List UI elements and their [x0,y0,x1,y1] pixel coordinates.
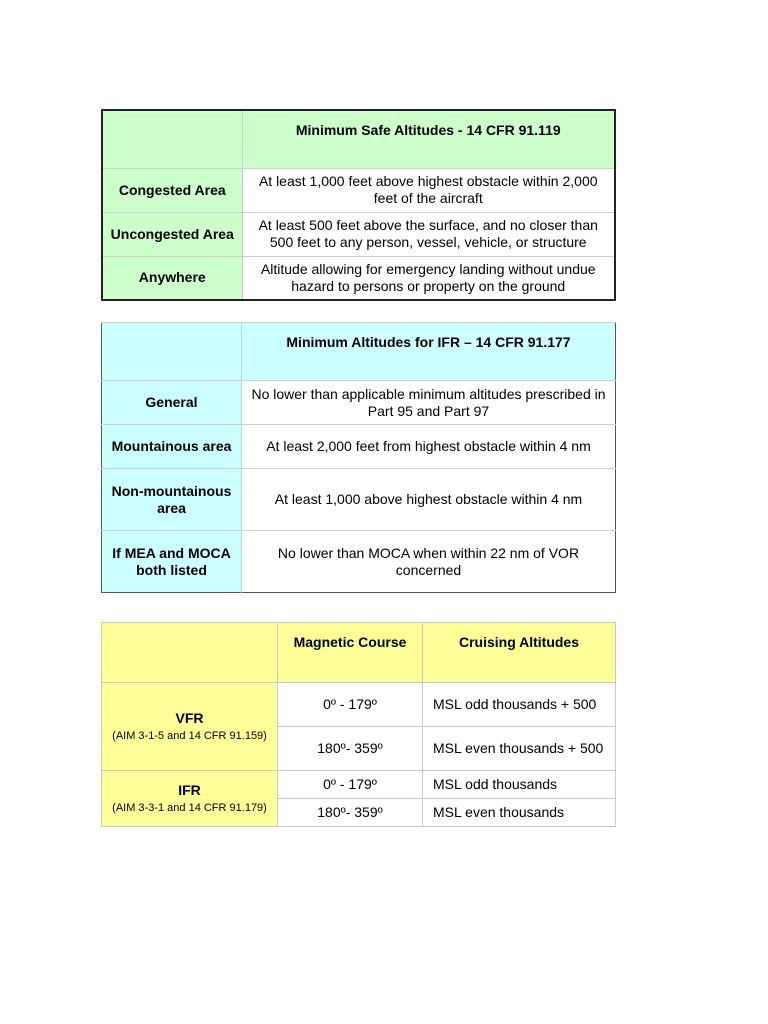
table-row [102,683,616,727]
header-empty-cell [102,623,278,683]
row-label: Mountainous area [102,425,242,469]
ifr-group-cell [102,771,278,827]
altitude-cell: MSL even thousands + 500 [423,727,616,771]
course-cell: 180º- 359º [278,799,423,827]
table-row [102,168,615,212]
row-label: General [102,381,242,425]
row-text: At least 500 feet above the surface, and no closer than 500 feet to any person, vessel, vehicle, or structure [242,212,615,256]
header-empty-cell [102,110,242,168]
minimum-ifr-altitudes-table [101,322,616,593]
group-name: VFR [175,710,204,726]
table-row [102,425,616,469]
course-cell: 0º - 179º [278,683,423,727]
table-title: Minimum Altitudes for IFR – 14 CFR 91.177 [242,323,616,381]
row-text: At least 1,000 above highest obstacle within 4 nm [242,469,616,531]
course-cell: 180º- 359º [278,727,423,771]
group-name: IFR [178,782,201,798]
cruising-altitudes-table [101,622,616,827]
altitude-cell: MSL odd thousands [423,771,616,799]
table-row [102,469,616,531]
row-text: No lower than MOCA when within 22 nm of VOR concerned [242,531,616,593]
table-row [102,531,616,593]
row-label: Uncongested Area [102,212,242,256]
table-title: Minimum Safe Altitudes - 14 CFR 91.119 [242,110,615,168]
row-text: At least 1,000 feet above highest obstacle within 2,000 feet of the aircraft [242,168,615,212]
column-header-magnetic-course: Magnetic Course [278,623,423,683]
altitude-cell: MSL even thousands [423,799,616,827]
column-header-cruising-altitudes: Cruising Altitudes [423,623,616,683]
minimum-safe-altitudes-table [101,109,616,301]
header-empty-cell [102,323,242,381]
table-row [102,771,616,799]
row-label: Non-mountainous area [102,469,242,531]
altitude-cell: MSL odd thousands + 500 [423,683,616,727]
row-label: Congested Area [102,168,242,212]
group-reference: (AIM 3-3-1 and 14 CFR 91.179) [112,802,267,814]
row-label: Anywhere [102,256,242,300]
table-row [102,256,615,300]
vfr-group-cell [102,683,278,771]
row-text: At least 2,000 feet from highest obstacle within 4 nm [242,425,616,469]
row-text: Altitude allowing for emergency landing without undue hazard to persons or property on the ground [242,256,615,300]
row-text: No lower than applicable minimum altitudes prescribed in Part 95 and Part 97 [242,381,616,425]
group-reference: (AIM 3-1-5 and 14 CFR 91.159) [112,730,267,742]
table-row [102,212,615,256]
course-cell: 0º - 179º [278,771,423,799]
row-label: If MEA and MOCA both listed [102,531,242,593]
table-row [102,381,616,425]
